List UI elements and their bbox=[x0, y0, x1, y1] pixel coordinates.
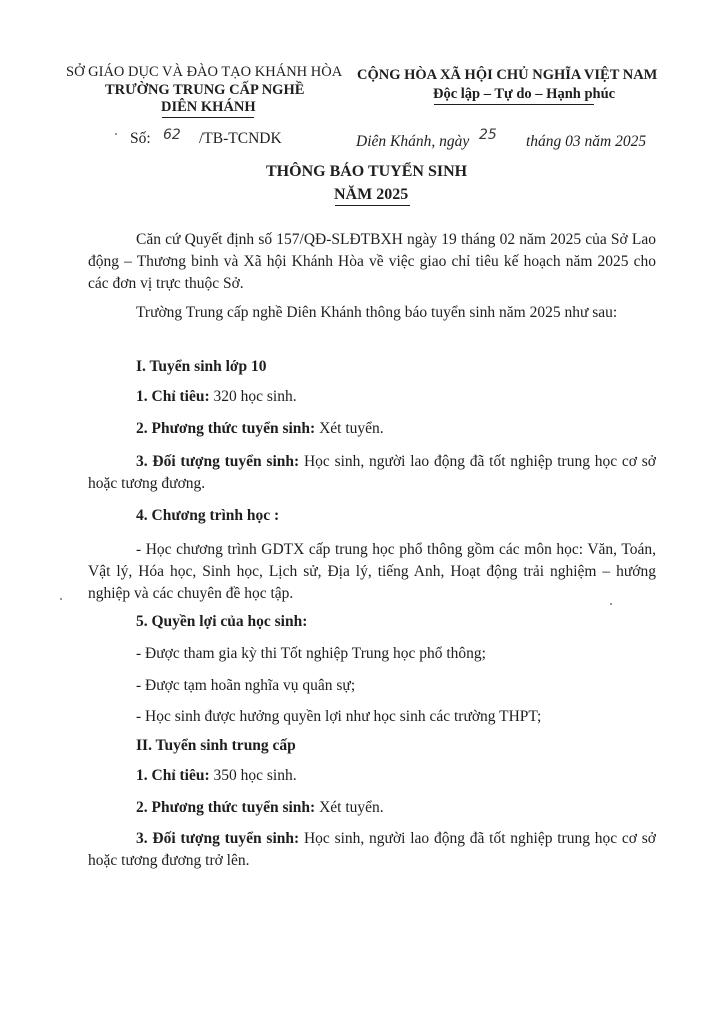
place-date-prefix: Diên Khánh, ngày bbox=[356, 133, 470, 150]
section-1-bullet-3: - Học sinh được hưởng quyền lợi như học sinh các trường THPT; bbox=[136, 708, 542, 725]
department-name: SỞ GIÁO DỤC VÀ ĐÀO TẠO KHÁNH HÒA bbox=[66, 64, 343, 80]
section-2-item-3 bbox=[88, 828, 656, 872]
date-month-year: tháng 03 năm 2025 bbox=[526, 133, 647, 150]
section-1-bullet-1: - Được tham gia kỳ thi Tốt nghiệp Trung học phổ thông; bbox=[136, 645, 486, 662]
document-title-year: NĂM 2025 bbox=[334, 186, 409, 203]
intro-paragraph-2: Trường Trung cấp nghề Diên Khánh thông báo tuyển sinh năm 2025 như sau: bbox=[136, 304, 618, 321]
date-day-handwritten: 25 bbox=[479, 127, 497, 143]
section-1-bullet-2: - Được tạm hoãn nghĩa vụ quân sự; bbox=[136, 677, 356, 694]
section-2-item-2-label: 2. Phương thức tuyển sinh: bbox=[136, 799, 316, 816]
intro-paragraph-1: Căn cứ Quyết định số 157/QĐ-SLĐTBXH ngày 19 tháng 02 năm 2025 của Sở Lao động – Thương binh và Xã hội Khánh Hòa về việc giao chỉ tiêu kế hoạch năm 2025 cho các đơn vị trực thuộc Sở. bbox=[88, 231, 656, 292]
document-number-label: Số: bbox=[130, 130, 151, 147]
section-2-item-1-value: 350 học sinh. bbox=[209, 767, 297, 784]
document-title: THÔNG BÁO TUYỂN SINH bbox=[266, 163, 468, 180]
school-name-line1: TRƯỜNG TRUNG CẤP NGHỀ bbox=[105, 82, 305, 98]
document-number-handwritten: 62 bbox=[163, 127, 181, 143]
section-1-item-1-label: 1. Chỉ tiêu: bbox=[136, 388, 210, 405]
scan-speck bbox=[115, 133, 117, 135]
scan-speck bbox=[60, 598, 62, 600]
section-1-heading: I. Tuyển sinh lớp 10 bbox=[136, 358, 267, 375]
school-name-line2: DIÊN KHÁNH bbox=[161, 99, 256, 115]
national-title: CỘNG HÒA XÃ HỘI CHỦ NGHĨA VIỆT NAM bbox=[357, 67, 658, 83]
title-underline bbox=[335, 205, 410, 206]
national-motto: Độc lập – Tự do – Hạnh phúc bbox=[433, 86, 616, 102]
section-1-item-3-value: Học sinh, người lao động đã tốt nghiệp trung học cơ sở hoặc tương đương. bbox=[88, 453, 656, 492]
section-1-item-4-heading: 4. Chương trình học : bbox=[136, 507, 280, 524]
section-2-item-3-value: Học sinh, người lao động đã tốt nghiệp trung học cơ sở hoặc tương đương trở lên. bbox=[88, 830, 656, 869]
section-1-item-1-value: 320 học sinh. bbox=[209, 388, 297, 405]
motto-underline bbox=[434, 104, 594, 105]
section-2-item-1 bbox=[136, 765, 297, 787]
section-2-item-2-value: Xét tuyển. bbox=[315, 799, 384, 816]
section-2-heading: II. Tuyển sinh trung cấp bbox=[136, 737, 296, 754]
school-underline bbox=[162, 117, 254, 118]
section-1-item-5-heading: 5. Quyền lợi của học sinh: bbox=[136, 613, 308, 630]
document-number-code: /TB-TCNDK bbox=[199, 130, 282, 147]
section-1-item-2-value: Xét tuyển. bbox=[315, 420, 384, 437]
section-1-item-2-label: 2. Phương thức tuyển sinh: bbox=[136, 420, 316, 437]
section-2-item-1-label: 1. Chỉ tiêu: bbox=[136, 767, 210, 784]
section-1-item-3 bbox=[88, 451, 656, 495]
scan-speck bbox=[610, 603, 612, 605]
section-1-item-1 bbox=[136, 386, 297, 408]
section-1-item-2 bbox=[136, 418, 384, 440]
section-2-item-2 bbox=[136, 797, 384, 819]
section-1-item-4-text: - Học chương trình GDTX cấp trung học phổ thông gồm các môn học: Văn, Toán, Vật lý, Hóa học, Sinh học, Lịch sử, Địa lý, tiếng Anh, Hoạt động trải nghiệm – hướng nghiệp và các chuyên đề học tập. bbox=[88, 541, 656, 602]
section-2-item-3-label: 3. Đối tượng tuyển sinh: bbox=[136, 830, 300, 847]
section-1-item-3-label: 3. Đối tượng tuyển sinh: bbox=[136, 453, 300, 470]
